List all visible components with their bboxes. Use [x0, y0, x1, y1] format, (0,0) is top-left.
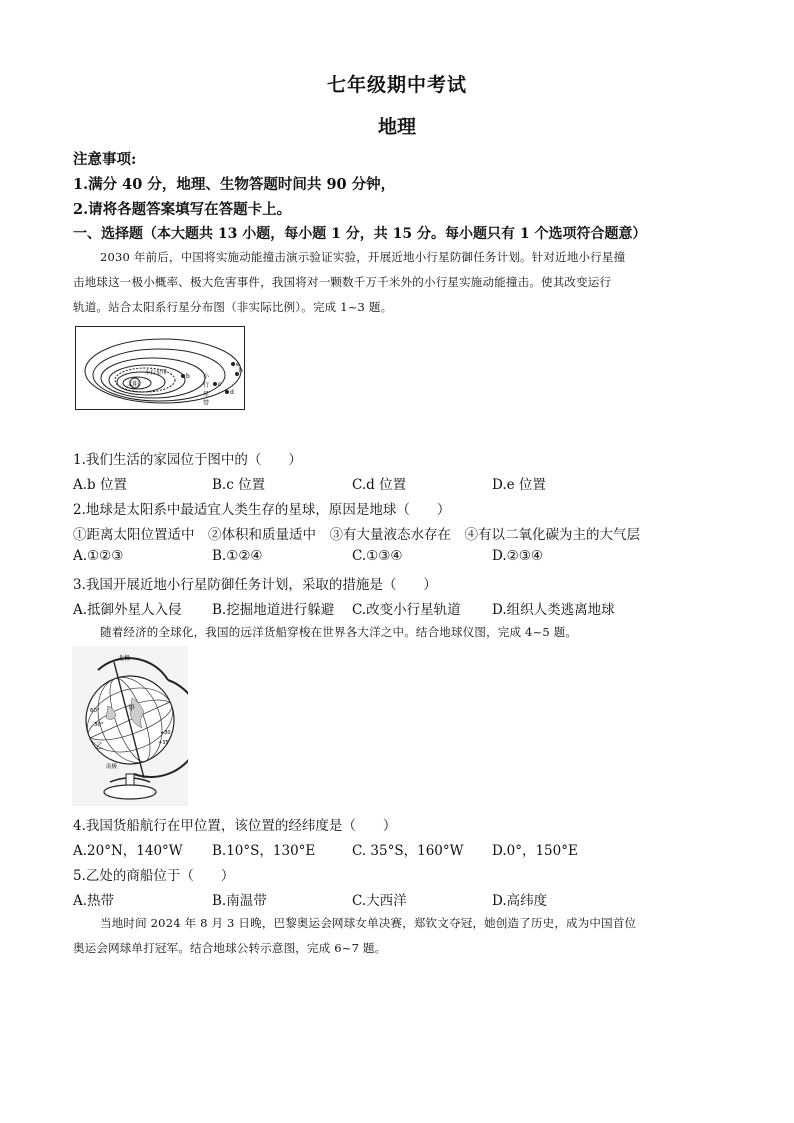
question-1-stem: 1.我们生活的家园位于图中的（ ） [73, 452, 302, 468]
point-e-label: e [236, 361, 240, 368]
option-a[interactable]: A.①②③ [73, 548, 124, 564]
asteroid-belt-label: 小行星带 [145, 370, 168, 376]
passage3-line-2: 奥运会网球单打冠军。结合地球公转示意图，完成 6~7 题。 [73, 941, 387, 955]
question-2-statements: ①距离太阳位置适中 ②体积和质量适中 ③有大量液态水存在 ④有以二氧化碳为主的大气层 [73, 527, 640, 543]
south-pole-label: 南极 [106, 764, 118, 770]
point-jia-label: 甲 [128, 704, 135, 712]
option-b[interactable]: B.①②④ [212, 548, 263, 564]
globe-figure [72, 646, 188, 806]
notice-item-2: 2.请将各题答案填写在答题卡上。 [73, 201, 292, 218]
question-3-stem: 3.我国开展近地小行星防御任务计划，采取的措施是（ ） [73, 577, 437, 593]
option-b[interactable]: B.c 位置 [212, 477, 266, 493]
option-a[interactable]: A.热带 [73, 893, 115, 909]
sun-label: 太阳 [127, 381, 140, 388]
passage1-line-3: 轨道。站合太阳系行星分布图（非实际比例）。完成 1~3 题。 [73, 300, 393, 314]
option-c[interactable]: C. 35°S，160°W [352, 843, 464, 859]
globe-mark-1: +30 [160, 730, 171, 736]
option-a[interactable]: A.抵御外星人入侵 [73, 602, 182, 618]
exam-title: 七年级期中考试 [326, 74, 467, 96]
point-h-label: h [239, 367, 243, 374]
option-c[interactable]: C.①③④ [352, 548, 403, 564]
option-d[interactable]: D.高纬度 [492, 893, 548, 909]
point-b-label: b [186, 373, 190, 380]
figure-char: 行 [203, 382, 210, 389]
option-d[interactable]: D.0°，150°E [492, 843, 578, 859]
notice-item-1: 1.满分 40 分，地理、生物答题时间共 90 分钟， [73, 176, 396, 193]
option-a[interactable]: A.20°N，140°W [73, 843, 183, 859]
option-d[interactable]: D.e 位置 [492, 477, 546, 493]
option-c[interactable]: C.d 位置 [352, 477, 407, 493]
passage1-line-2: 击地球这一极小概率、极大危害事件，我国将对一颗数千万千米外的小行星实施动能撞击。使其改变运行 [73, 275, 612, 289]
lat-label-30: 30° [94, 722, 104, 728]
passage1-line-1: 2030 年前后，中国将实施动能撞击演示验证实验，开展近地小行星防御任务计划。针对近地小行星撞 [100, 250, 626, 264]
question-2-stem: 2.地球是太阳系中最适宜人类生存的星球，原因是地球（ ） [73, 502, 451, 518]
option-c[interactable]: C.改变小行星轨道 [352, 602, 461, 618]
figure-char: 带 [203, 400, 210, 407]
option-b[interactable]: B.南温带 [212, 893, 267, 909]
question-5-stem: 5.乙处的商船位于（ ） [73, 868, 235, 884]
section-heading: 一、选择题（本大题共 13 小题，每小题 1 分，共 15 分。每小题只有 1 个选项符合题意） [73, 226, 647, 242]
option-d[interactable]: D.组织人类逃离地球 [492, 602, 615, 618]
option-c[interactable]: C.大西洋 [352, 893, 407, 909]
option-b[interactable]: B.挖掘地道进行躲避 [212, 602, 335, 618]
passage2: 随着经济的全球化，我国的远洋货船穿梭在世界各大洋之中。结合地球仪图，完成 4~5 题。 [100, 625, 578, 639]
lat-label-60: 60° [90, 708, 100, 714]
notice-heading: 注意事项: [73, 151, 137, 168]
north-pole-label: 北极 [118, 655, 131, 662]
point-d-label: d [230, 389, 234, 396]
globe-mark-2: +35 [158, 740, 169, 746]
figure-char: 小 [203, 373, 210, 380]
exam-subject: 地理 [377, 116, 416, 138]
option-b[interactable]: B.10°S，130°E [212, 843, 316, 859]
solar-system-figure [75, 326, 245, 410]
point-yi-label: 乙 [96, 742, 103, 750]
option-a[interactable]: A.b 位置 [73, 477, 127, 493]
passage3-line-1: 当地时间 2024 年 8 月 3 日晚，巴黎奥运会网球女单决赛，郑钦文夺冠，她创造了历史，成为中国首位 [100, 916, 637, 930]
figure-char: 星 [203, 391, 210, 398]
point-c-label: c [218, 381, 222, 388]
question-4-stem: 4.我国货船航行在甲位置，该位置的经纬度是（ ） [73, 818, 397, 834]
option-d[interactable]: D.②③④ [492, 548, 543, 564]
